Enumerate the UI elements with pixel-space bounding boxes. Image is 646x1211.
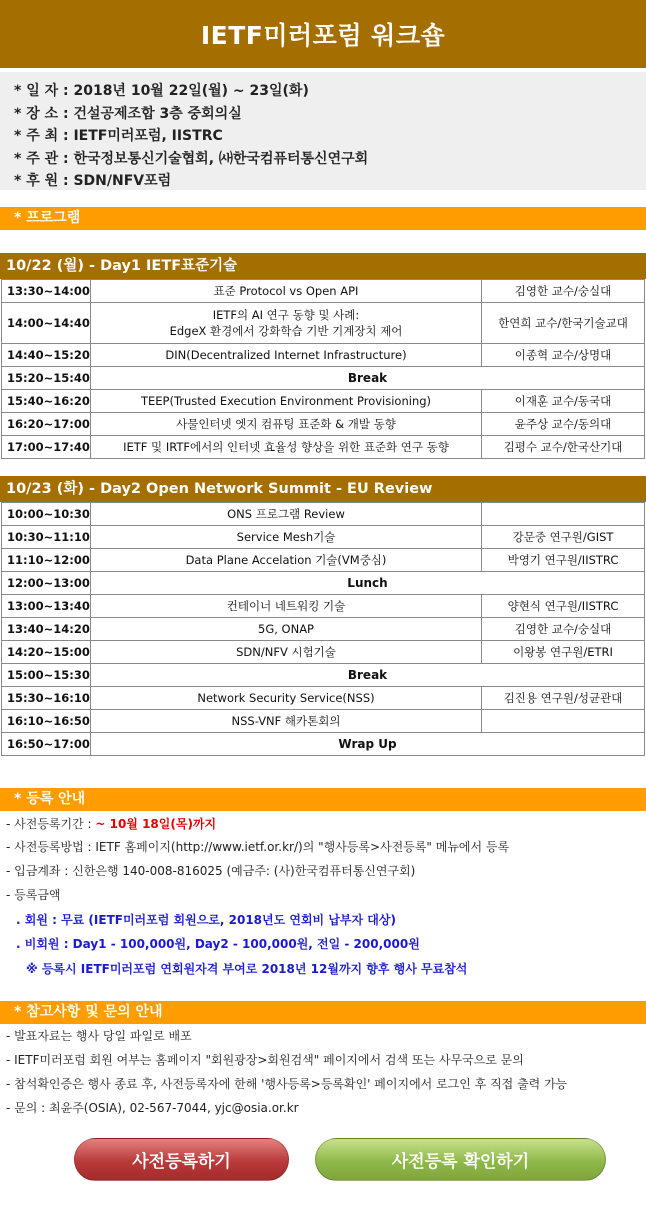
schedule-row — [2, 413, 645, 436]
reference-line-1: - 발표자료는 행사 당일 파일로 배포 — [6, 1029, 192, 1043]
schedule-row — [2, 436, 645, 459]
schedule-row — [2, 303, 645, 344]
session-speaker: 이왕봉 연구원/ETRI — [482, 641, 645, 664]
session-speaker: 이재훈 교수/동국대 — [482, 390, 645, 413]
session-title-text: 5G, ONAP — [258, 622, 314, 636]
schedule-row — [2, 710, 645, 733]
register-button[interactable]: 사전등록하기 — [74, 1138, 289, 1181]
session-title-text: 컨테이너 네트워킹 기술 — [226, 599, 346, 613]
session-time: 10:00~10:30 — [2, 503, 91, 526]
session-speaker: 김진용 연구원/성균관대 — [482, 687, 645, 710]
session-speaker: 윤주상 교수/동의대 — [482, 413, 645, 436]
schedule-row — [2, 390, 645, 413]
session-speaker: 강문중 연구원/GIST — [482, 526, 645, 549]
session-time: 14:20~15:00 — [2, 641, 91, 664]
session-title — [91, 687, 482, 710]
schedule-row — [2, 641, 645, 664]
session-speaker: 김영한 교수/숭실대 — [482, 280, 645, 303]
session-title-text: TEEP(Trusted Execution Environment Provisioning) — [140, 394, 432, 408]
session-title — [91, 280, 482, 303]
session-title — [91, 436, 482, 459]
session-time: 16:50~17:00 — [2, 733, 91, 756]
session-time: 12:00~13:00 — [2, 572, 91, 595]
session-time: 17:00~17:40 — [2, 436, 91, 459]
session-speaker: 양현식 연구원/IISTRC — [482, 595, 645, 618]
schedule-row — [2, 367, 645, 390]
session-time: 14:00~14:40 — [2, 303, 91, 344]
event-info — [0, 72, 646, 190]
session-speaker: 김영한 교수/숭실대 — [482, 618, 645, 641]
day1-schedule-table — [1, 279, 645, 459]
session-speaker — [482, 503, 645, 526]
session-title-text: ONS 프로그램 Review — [227, 507, 345, 521]
session-title — [91, 503, 482, 526]
page-title: IETF미러포럼 워크숍 — [0, 0, 646, 68]
session-speaker: 김평수 교수/한국산기대 — [482, 436, 645, 459]
program-header: * 프로그램 — [0, 207, 646, 230]
schedule-row — [2, 549, 645, 572]
reference-line-3: - 참석확인증은 행사 종료 후, 사전등록자에 한해 '행사등록>등록확인' 페이지에서 로그인 후 직접 출력 가능 — [6, 1077, 568, 1091]
day1-header: 10/22 (월) - Day1 IETF표준기술 — [0, 253, 646, 279]
day2-schedule-table — [1, 502, 645, 756]
info-date: * 일 자 : 2018년 10월 22일(월) ~ 23일(화) — [14, 83, 309, 99]
reference-line-2: - IETF미러포럼 회원 여부는 홈페이지 "회원광장>회원검색" 페이지에서 검색 또는 사무국으로 문의 — [6, 1053, 524, 1067]
reference-header: * 참고사항 및 문의 안내 — [0, 1001, 646, 1024]
schedule-row — [2, 664, 645, 687]
confirm-registration-button[interactable]: 사전등록 확인하기 — [315, 1138, 606, 1181]
session-title-text: Data Plane Accelation 기술(VM중심) — [185, 553, 387, 567]
session-time: 14:40~15:20 — [2, 344, 91, 367]
session-title-text: IETF의 AI 연구 동향 및 사례: — [212, 308, 360, 322]
nonmember-fee: . 비회원 : Day1 - 100,000원, Day2 - 100,000원, 전일 - 200,000원 — [16, 937, 420, 951]
session-time: 15:20~15:40 — [2, 367, 91, 390]
schedule-row — [2, 595, 645, 618]
registration-note: ※ 등록시 IETF미러포럼 연회원자격 부여로 2018년 12월까지 향후 행사 무료참석 — [26, 962, 468, 976]
schedule-row — [2, 503, 645, 526]
session-title — [91, 549, 482, 572]
reference-line-4: - 문의 : 최윤주(OSIA), 02-567-7044, yjc@osia.or.kr — [6, 1101, 299, 1115]
schedule-row — [2, 572, 645, 595]
deadline-value: ~ 10월 18일(목)까지 — [95, 817, 217, 831]
session-time: 15:40~16:20 — [2, 390, 91, 413]
session-title — [91, 641, 482, 664]
schedule-row — [2, 618, 645, 641]
session-title — [91, 303, 482, 344]
session-break: Lunch — [91, 572, 645, 595]
info-sponsor: * 후 원 : SDN/NFV포럼 — [14, 173, 172, 189]
session-title — [91, 526, 482, 549]
registration-fee-label: - 등록금액 — [6, 888, 61, 902]
session-time: 15:00~15:30 — [2, 664, 91, 687]
session-time: 10:30~11:10 — [2, 526, 91, 549]
session-title-text: SDN/NFV 시험기술 — [236, 645, 336, 659]
session-break: Break — [91, 664, 645, 687]
session-title-text-line2: EdgeX 환경에서 강화학습 기반 기계장치 제어 — [169, 324, 403, 338]
registration-header: * 등록 안내 — [0, 788, 646, 811]
registration-deadline — [6, 815, 216, 832]
session-title — [91, 710, 482, 733]
session-title — [91, 344, 482, 367]
session-title-text: Network Security Service(NSS) — [197, 691, 375, 705]
schedule-row — [2, 344, 645, 367]
session-title — [91, 618, 482, 641]
session-title-text: DIN(Decentralized Internet Infrastructure) — [165, 348, 407, 362]
session-time: 13:40~14:20 — [2, 618, 91, 641]
info-organizer: * 주 관 : 한국정보통신기술협회, ㈔한국컴퓨터통신연구회 — [14, 150, 369, 167]
session-time: 13:00~13:40 — [2, 595, 91, 618]
info-host: * 주 최 : IETF미러포럼, IISTRC — [14, 128, 223, 144]
session-break: Break — [91, 367, 645, 390]
session-title-text: 표준 Protocol vs Open API — [213, 284, 359, 298]
session-title — [91, 413, 482, 436]
session-title — [91, 595, 482, 618]
session-title — [91, 390, 482, 413]
session-time: 16:20~17:00 — [2, 413, 91, 436]
registration-account: - 입금계좌 : 신한은행 140-008-816025 (예금주: (사)한국컴퓨터통신연구회) — [6, 864, 416, 878]
schedule-row — [2, 280, 645, 303]
session-title-text: Service Mesh기술 — [236, 530, 336, 544]
session-break: Wrap Up — [91, 733, 645, 756]
session-time: 16:10~16:50 — [2, 710, 91, 733]
session-time: 15:30~16:10 — [2, 687, 91, 710]
schedule-row — [2, 526, 645, 549]
member-fee: . 회원 : 무료 (IETF미러포럼 회원으로, 2018년도 연회비 납부자 대상) — [16, 913, 396, 927]
session-speaker: 박영기 연구원/IISTRC — [482, 549, 645, 572]
session-title-text: IETF 및 IRTF에서의 인터넷 효율성 향상을 위한 표준화 연구 동향 — [123, 440, 449, 454]
schedule-row — [2, 733, 645, 756]
session-speaker — [482, 710, 645, 733]
session-speaker: 한연희 교수/한국기술교대 — [482, 303, 645, 344]
session-time: 13:30~14:00 — [2, 280, 91, 303]
info-venue: * 장 소 : 건설공제조합 3층 중회의실 — [14, 105, 242, 122]
session-title-text: NSS-VNF 해카톤회의 — [231, 714, 341, 728]
session-speaker: 이종혁 교수/상명대 — [482, 344, 645, 367]
registration-method: - 사전등록방법 : IETF 홈페이지(http://www.ietf.or.kr/)의 "행사등록>사전등록" 메뉴에서 등록 — [6, 840, 510, 854]
schedule-row — [2, 687, 645, 710]
deadline-label: - 사전등록기간 : — [6, 817, 96, 831]
session-time: 11:10~12:00 — [2, 549, 91, 572]
day2-header: 10/23 (화) - Day2 Open Network Summit - EU Review — [0, 476, 646, 502]
session-title-text: 사물인터넷 엣지 컴퓨팅 표준화 & 개발 동향 — [176, 417, 396, 431]
